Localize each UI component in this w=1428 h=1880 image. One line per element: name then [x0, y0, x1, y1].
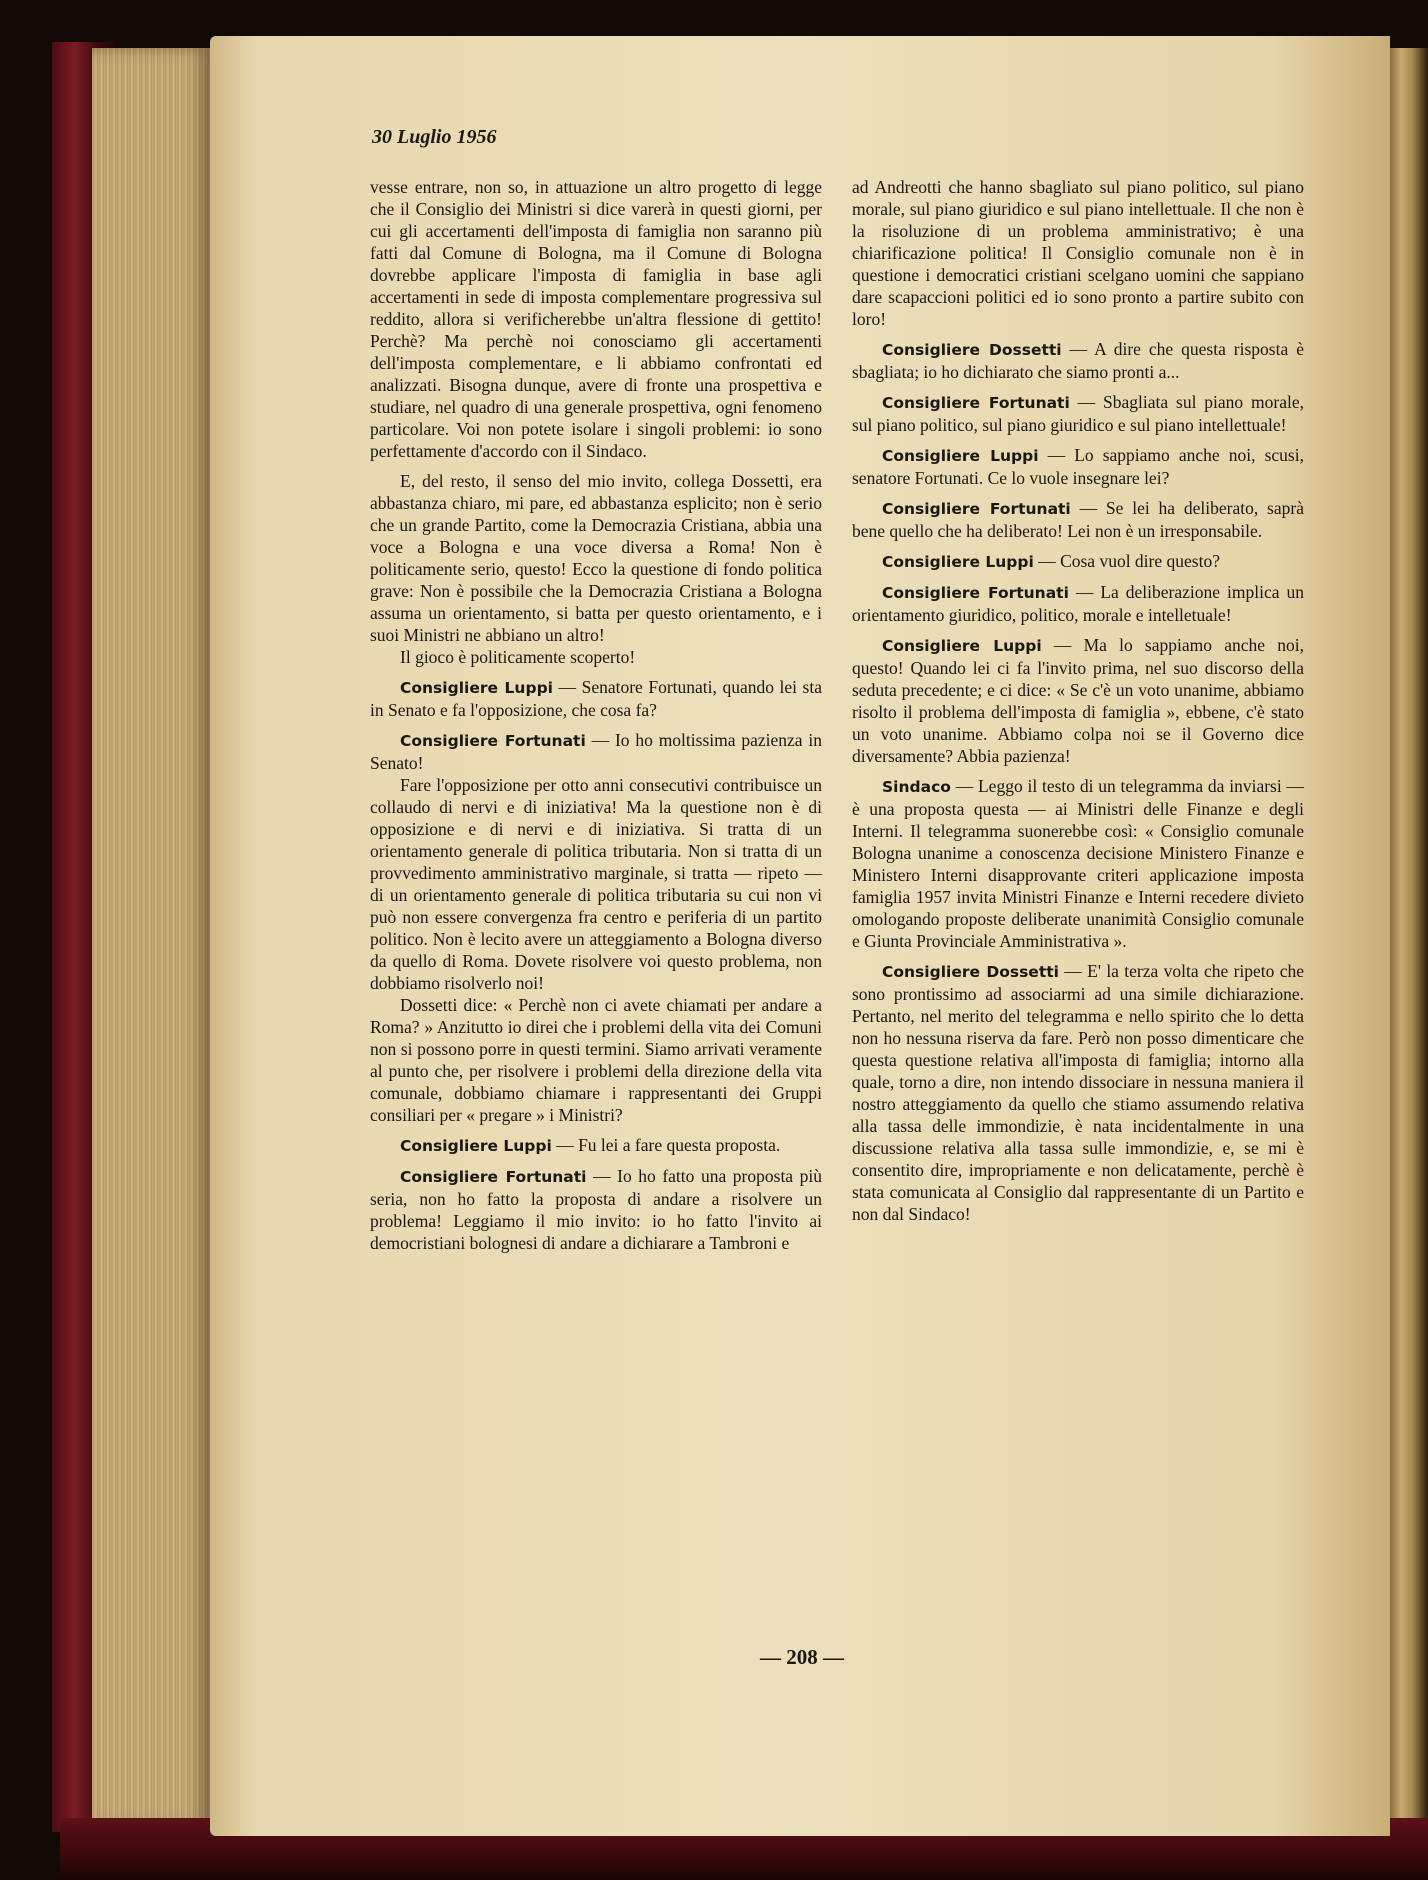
speech-entry: Consigliere Luppi — Cosa vuol dire questo? — [882, 551, 1220, 571]
speech-entry: Sindaco — Leggo il testo di un telegramma da inviarsi — è una proposta questa — ai Ministri delle Finanze e degli Interni. Il telegramma suonerebbe così: « Consiglio comunale Bologna unanime a conoscenza decisione Ministero Finanze e Ministero Interni disapprovante criteri applicazione imposta famiglia 1957 invita Ministri Finanze e Interni recedere divieto omologando proposte deliberate unanimità Consiglio comunale e Giunta Provinciale Amministrativa ». — [852, 776, 1304, 951]
speaker-name: Consigliere Dossetti — [882, 341, 1062, 359]
speaker-name: Consigliere Fortunati — [882, 394, 1070, 412]
speaker-name: Consigliere Luppi — [882, 637, 1042, 655]
paragraph: Dossetti dice: « Perchè non ci avete chiamati per andare a Roma? » Anzitutto io direi che i problemi della vita dei Comuni non si possono porre in questi termini. Siamo arrivati veramente al punto che, per risolvere i problemi della direzione della vita comunale, dobbiamo chiamare i rappresentanti dei Gruppi consiliari per « pregare » i Ministri? — [370, 995, 822, 1125]
paragraph: Il gioco è politicamente scoperto! — [400, 647, 636, 667]
paragraph: ad Andreotti che hanno sbagliato sul piano politico, sul piano morale, sul piano giuridico e sul piano intellettuale. Il che non è la risoluzione di un problema amministrativo; è una chiarificazione politica! Il Consiglio comunale non è in questione i democratici cristiani scelgano uomini che sappiano dare scapaccioni politici ed io sono pronto a partire subito con loro! — [852, 177, 1304, 329]
speech-entry: Consigliere Dossetti — A dire che questa risposta è sbagliata; io ho dichiarato che siamo pronti a... — [852, 339, 1304, 382]
speech-entry: Consigliere Dossetti — E' la terza volta che ripeto che sono prontissimo ad associarmi ad una simile dichiarazione. Pertanto, nel merito del telegramma e nello spirito che lo detta non ho nessuna riserva da fare. Però non posso dimenticare che questa questione relativa all'imposta di famiglia; intorno alla quale, torno a dire, non intendo dissociare in nessuna maniera il nostro atteggiamento da quello che stiamo assumendo relativa alla tassa delle immondizie, è nata incidentalmente in una discussione relativa alla tassa sulle immondizie, e, se mi è consentito dire, impropriamente e non delicatamente, perchè è stata comunicata al Consiglio dal rappresentante di un Partito e non dal Sindaco! — [852, 961, 1305, 1224]
speech-entry: Consigliere Fortunati — Io ho fatto una proposta più seria, non ho fatto la proposta di andare a risolvere un problema! Leggiamo il mio invito: io ho fatto l'invito ai democristiani bolognesi di andare a dichiarare a Tambroni e — [370, 1166, 822, 1253]
page-date: 30 Luglio 1956 — [372, 126, 497, 148]
speaker-name: Consigliere Luppi — [400, 1137, 552, 1155]
paragraph: vesse entrare, non so, in attuazione un altro progetto di legge che il Consiglio dei Ministri si dice varerà in questi giorni, per cui gli accertamenti dell'imposta di famiglia non saranno più fatti dal Comune di Bologna, ma il Comune di Bologna dovrebbe applicare l'imposta di famiglia in base agli accertamenti in sede di imposta complementare progressiva sul reddito, allora si verificherebbe un'altra flessione di gettito! Perchè? Ma perchè noi conosciamo gli accertamenti dell'imposta complementare, e li abbiamo confrontati ed analizzati. Bisogna dunque, avere di fronte una prospettiva e studiare, nel quadro di una generale prospettiva, ogni fenomeno particolare. Voi non potete isolare i singoli problemi: io sono perfettamente d'accordo con il Sindaco. — [370, 177, 822, 461]
speaker-name: Consigliere Dossetti — [882, 963, 1059, 981]
speaker-name: Consigliere Fortunati — [882, 500, 1071, 518]
speaker-name: Consigliere Fortunati — [400, 1168, 587, 1186]
speaker-name: Consigliere Luppi — [882, 553, 1034, 571]
paragraph: Fare l'opposizione per otto anni consecutivi contribuisce un collaudo di nervi e di iniziativa! Ma la questione non è di opposizione e di nervi e di iniziativa. Si tratta di un orientamento generale di politica tributaria. Non si tratta di un provvedimento amministrativo marginale, si tratta — ripeto — di un orientamento generale di politica tributaria su cui non vi può non essere convergenza fra centro e periferia di un partito politico. Non è lecito avere un atteggiamento a Bologna diverso da quello di Roma. Dovete risolvere voi questo problema, non dobbiamo risolverlo noi! — [370, 775, 822, 993]
page-edges — [92, 48, 210, 1828]
speech-entry: Consigliere Luppi — Ma lo sappiamo anche noi, questo! Quando lei ci fa l'invito prima, nel suo discorso della seduta precedente; e ci dice: « Se c'è un voto unanime, abbiamo risolto il problema dell'imposta di famiglia », ebbene, c'è stato un voto unanime. Abbiamo colpa noi se il Governo dice diversamente? Abbia pazienza! — [852, 635, 1304, 766]
speech-entry: Consigliere Luppi — Fu lei a fare questa proposta. — [400, 1135, 781, 1155]
speech-entry: Consigliere Luppi — Lo sappiamo anche noi, scusi, senatore Fortunati. Ce lo vuole insegnare lei? — [852, 445, 1304, 488]
speech-entry: Consigliere Fortunati — Se lei ha deliberato, saprà bene quello che ha deliberato! Lei non è un irresponsabile. — [852, 498, 1304, 541]
right-column — [852, 176, 1304, 1233]
left-column — [370, 176, 822, 1262]
speaker-name: Sindaco — [882, 778, 951, 796]
speaker-name: Consigliere Luppi — [882, 447, 1039, 465]
speaker-name: Consigliere Fortunati — [400, 732, 586, 750]
speech-entry: Consigliere Fortunati — Sbagliata sul piano morale, sul piano politico, sul piano giuridico e sul piano intellettuale! — [852, 392, 1304, 435]
speaker-name: Consigliere Luppi — [400, 679, 553, 697]
right-page-edge — [1390, 48, 1428, 1828]
page-number: — 208 — — [760, 1645, 844, 1669]
speaker-name: Consigliere Fortunati — [882, 584, 1069, 602]
speech-entry: Consigliere Fortunati — Io ho moltissima pazienza in Senato! — [370, 730, 822, 773]
speech-entry: Consigliere Fortunati — La deliberazione implica un orientamento giuridico, politico, morale e intelletuale! — [852, 582, 1304, 625]
speech-entry: Consigliere Luppi — Senatore Fortunati, quando lei sta in Senato e fa l'opposizione, che cosa fa? — [370, 677, 822, 720]
paragraph: E, del resto, il senso del mio invito, collega Dossetti, era abbastanza chiaro, mi pare, ed abbastanza esplicito; non è serio che un grande Partito, come la Democrazia Cristiana, abbia una voce a Bologna e una voce diversa a Roma! Non è politicamente serio, questo! Ecco la questione di fondo politica grave: Non è possibile che la Democrazia Cristiana a Bologna assuma un orientamento, si batta per questo orientamento, e i suoi Ministri ne abbiano un altro! — [370, 471, 822, 645]
